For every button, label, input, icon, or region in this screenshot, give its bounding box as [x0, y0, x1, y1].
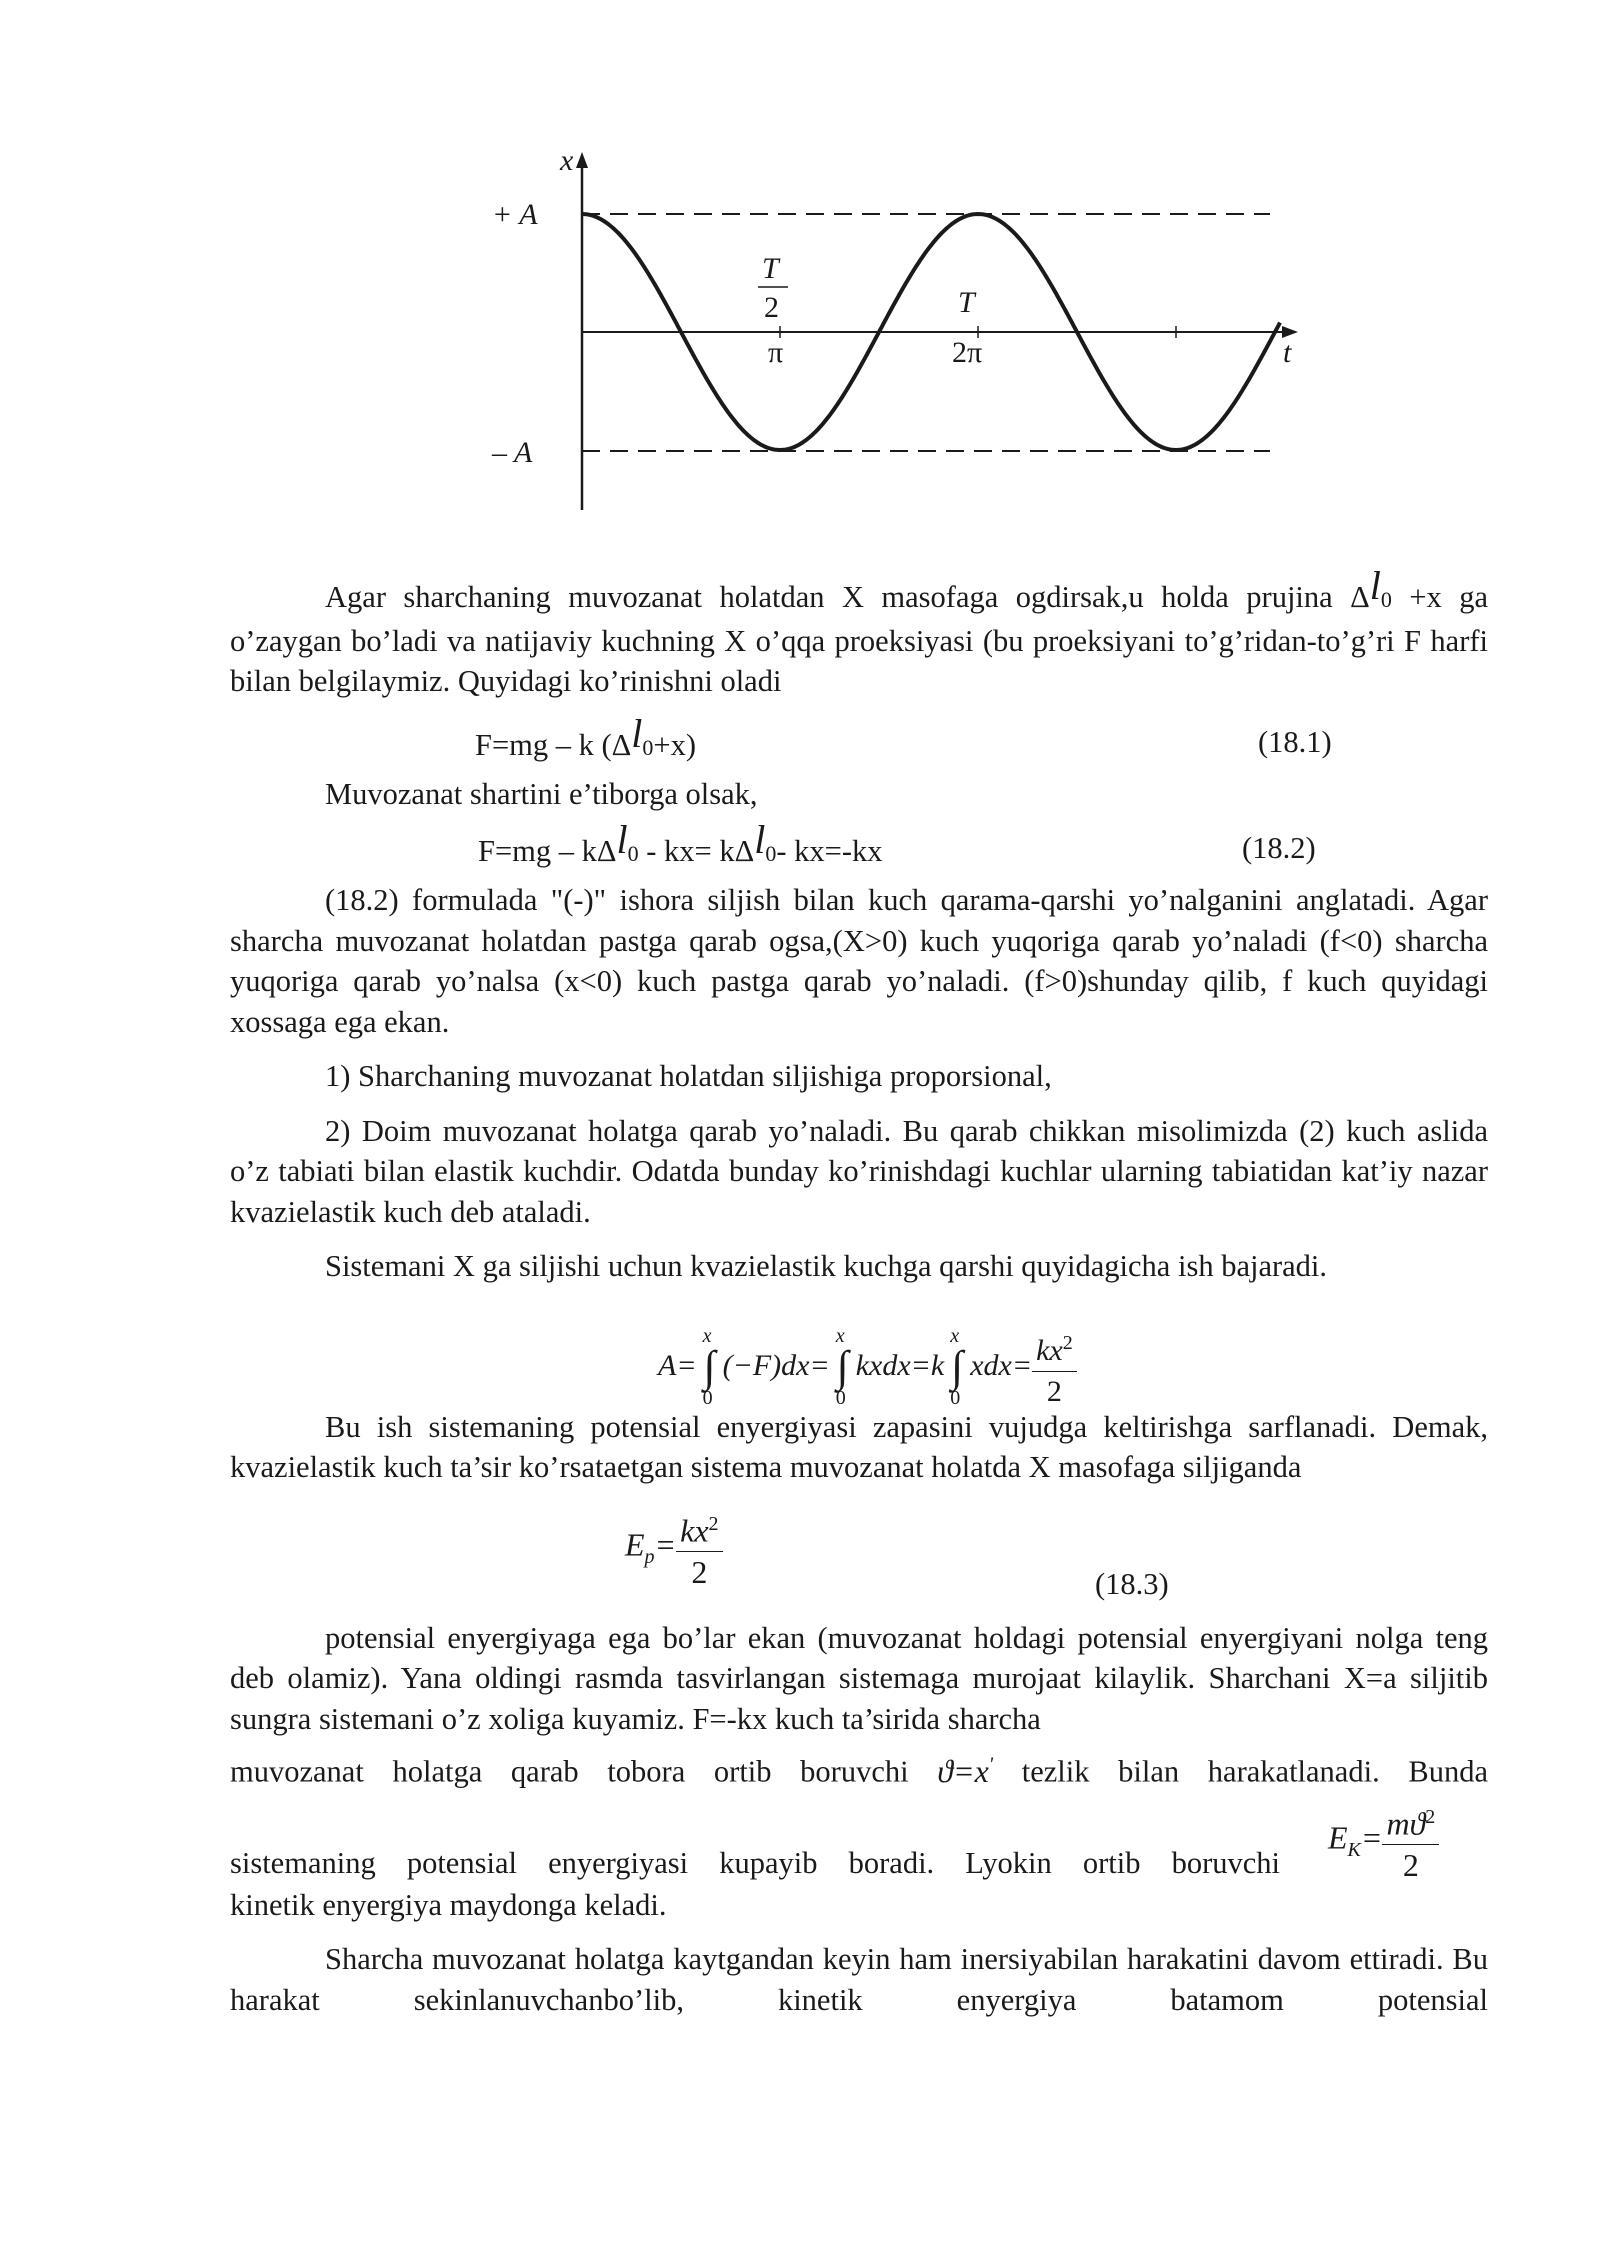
paragraph-1-text: Agar sharchaning muvozanat holatdan X masofaga ogdirsak,u holda prujina Δ [325, 580, 1370, 614]
eq2-subscript-2: 0 [765, 841, 777, 866]
ep-num: kx [680, 1512, 709, 1549]
ek-E: E [1328, 1819, 1348, 1856]
work-equation [230, 1301, 1488, 1410]
paragraph-7: Sharcha muvozanat holatga kaytgandan keyin ham inersiyabilan harakatini davom ettiradi. Bu harakat sekinlanuvchanbo’lib, kinetik enyergiya batamom potensial [230, 1942, 1488, 2017]
paragraph-6b [230, 1739, 1488, 1797]
work-term-1: (−F)dx= [722, 1348, 830, 1382]
l-symbol: l [1369, 563, 1381, 608]
ek-sub: K [1347, 1838, 1361, 1861]
half-t-numerator: T [762, 252, 779, 285]
paragraph-4: Sistemani X ga siljishi uchun kvazielastik kuchga qarshi quyidagicha ish bajaradi. [325, 1249, 1328, 1283]
integral-2: x ∫ 0 [830, 1342, 856, 1393]
velocity-formula [937, 1753, 993, 1789]
equation-18-2-number: (18.2) [1242, 831, 1316, 865]
work-fraction-denominator: 2 [1046, 1375, 1062, 1408]
minus-a-label: – A [492, 436, 533, 469]
ek-sup: 2 [1425, 1805, 1436, 1828]
ek-formula [1328, 1797, 1439, 1886]
integral-1-upper: x [702, 1325, 712, 1348]
paragraph-5: Bu ish sistemaning potensial enyergiyasi zapasini vujudga keltirishga sarflanadi. Demak, kvazielastik kuch ta’sir ko’rsataetgan sistema muvozanat holatda X masofaga siljiganda [230, 1409, 1488, 1484]
work-term-2: kxdx=k [855, 1348, 945, 1382]
t-axis-label: t [1283, 336, 1292, 369]
work-fraction [1032, 1323, 1077, 1413]
t-period-label: T [958, 286, 975, 319]
text-body [230, 563, 1488, 2034]
para6-b2: tezlik bilan harakatlanadi. Bunda [1021, 1754, 1488, 1789]
eq2-subscript-1: 0 [627, 841, 639, 866]
ek-num: mϑ [1386, 1805, 1426, 1842]
list-item-1: 1) Sharchaning muvozanat holatdan siljishiga proporsional, [325, 1059, 1052, 1093]
ek-fraction-denominator: 2 [1402, 1846, 1419, 1883]
equation-18-2 [230, 817, 1488, 870]
work-equation-body [658, 1323, 1077, 1413]
velocity-prime: ' [988, 1753, 994, 1775]
eq2-l-symbol-2: l [754, 817, 766, 862]
paragraph-3: (18.2) formulada "(-)" ishora siljish bilan kuch qarama-qarshi yo’nalganini anglatadi. Agar sharcha muvozanat holatdan pastga qarab ogsa,(X>0) kuch yuqoriga qarab yo’naladi (f<0) sharcha yuqoriga qarab yo’nalsa (x<0) kuch pastga qarab yo’naladi. (f>0)shunday qilib, f kuch quyidagi xossaga ega ekan. [230, 883, 1488, 1039]
equation-18-1-number: (18.1) [1258, 724, 1332, 759]
ep-fraction-numerator [676, 1504, 722, 1552]
para6-b1: muvozanat holatga qarab tobora ortib boruvchi [230, 1754, 909, 1789]
equation-18-1-formula [475, 710, 697, 769]
eq2-part-a: F=mg – kΔ [478, 834, 617, 868]
graph-svg [490, 140, 1310, 520]
two-pi-label: 2π [952, 336, 983, 369]
integral-1: x ∫ 0 [697, 1342, 723, 1393]
eq1-subscript: 0 [642, 734, 654, 760]
equation-18-2-formula [478, 817, 883, 875]
eq1-part-a: F=mg – k (Δ [475, 727, 632, 762]
ep-formula [625, 1504, 723, 1593]
paragraph-6c-row [230, 1797, 1488, 1885]
paragraph-6a: potensial enyergiyaga ega bo’lar ekan (muvozanat holdagi potensial enyergiyani nolga teng deb olamiz). Yana oldingi rasmda tasvirlangan sistemaga murojaat kilaylik. Sharchani X=a siljitib sungra sistemani o’z xoliga kuyamiz. F=-kx kuch ta’sirida sharcha [230, 1620, 1488, 1736]
eq2-part-b: - kx= kΔ [638, 834, 755, 868]
equation-18-1 [230, 710, 1488, 764]
paragraph-2: Muvozanat shartini e’tiborga olsak, [325, 776, 758, 811]
potential-energy-equation [230, 1502, 1488, 1612]
eq1-l-symbol: l [631, 710, 643, 756]
work-fraction-numerator [1032, 1323, 1077, 1373]
plus-a-label: + A [492, 198, 538, 231]
paragraph-6c: sistemaning potensial enyergiyasi kupayib boradi. Lyokin ortib boruvchi [230, 1845, 1280, 1880]
ek-fraction-numerator [1382, 1797, 1439, 1845]
integral-3: x ∫ 0 [944, 1342, 970, 1393]
paragraph-1-rest: +x ga o’zaygan bo’ladi va natijaviy kuchning X o’qqa proeksiyasi (bu proeksiyani to’g’ridan-to’g’ri F harfi bilan belgilaymiz. Quyidagi ko’rinishni oladi [230, 580, 1488, 698]
paragraph-1 [230, 563, 1488, 702]
integral-2-upper: x [835, 1325, 845, 1348]
equation-18-3-number: (18.3) [1095, 1566, 1169, 1601]
paragraph-6d: kinetik enyergiya maydonga keladi. [230, 1887, 667, 1922]
work-num: kx [1036, 1333, 1063, 1367]
integral-3-lower: 0 [950, 1387, 961, 1410]
ek-fraction [1382, 1797, 1439, 1886]
ep-sup: 2 [708, 1512, 719, 1535]
integral-3-upper: x [950, 1325, 960, 1348]
ep-equals: = [654, 1526, 677, 1563]
integral-2-lower: 0 [835, 1387, 846, 1410]
pi-label: π [768, 336, 784, 369]
work-sup: 2 [1062, 1331, 1073, 1354]
eq2-part-c: - kx=-kx [776, 834, 883, 868]
ep-fraction [676, 1504, 722, 1593]
ep-E: E [625, 1526, 645, 1563]
x-axis-arrow [576, 152, 588, 168]
ep-fraction-denominator: 2 [691, 1553, 708, 1590]
ep-sub: p [644, 1545, 655, 1568]
subscript-0: 0 [1380, 587, 1392, 612]
ek-equals: = [1360, 1819, 1383, 1856]
work-term-3: xdx= [970, 1348, 1033, 1382]
oscillation-graph [490, 140, 1310, 520]
list-item-2: 2) Doim muvozanat holatga qarab yo’naladi. Bu qarab chikkan misolimizda (2) kuch aslida o’z tabiati bilan elastik kuchdir. Odatda bunday ko’rinishdagi kuchlar ularning tabiatidan kat’iy nazar kvazielastik kuch deb ataladi. [230, 1113, 1488, 1229]
eq2-l-symbol-1: l [616, 817, 628, 862]
x-axis-label: x [560, 144, 574, 177]
half-t-denominator: 2 [764, 291, 779, 324]
work-lhs: A= [658, 1348, 697, 1382]
velocity-theta: ϑ=x [937, 1752, 989, 1789]
eq1-part-b: +x) [653, 727, 697, 762]
integral-1-lower: 0 [702, 1387, 713, 1410]
